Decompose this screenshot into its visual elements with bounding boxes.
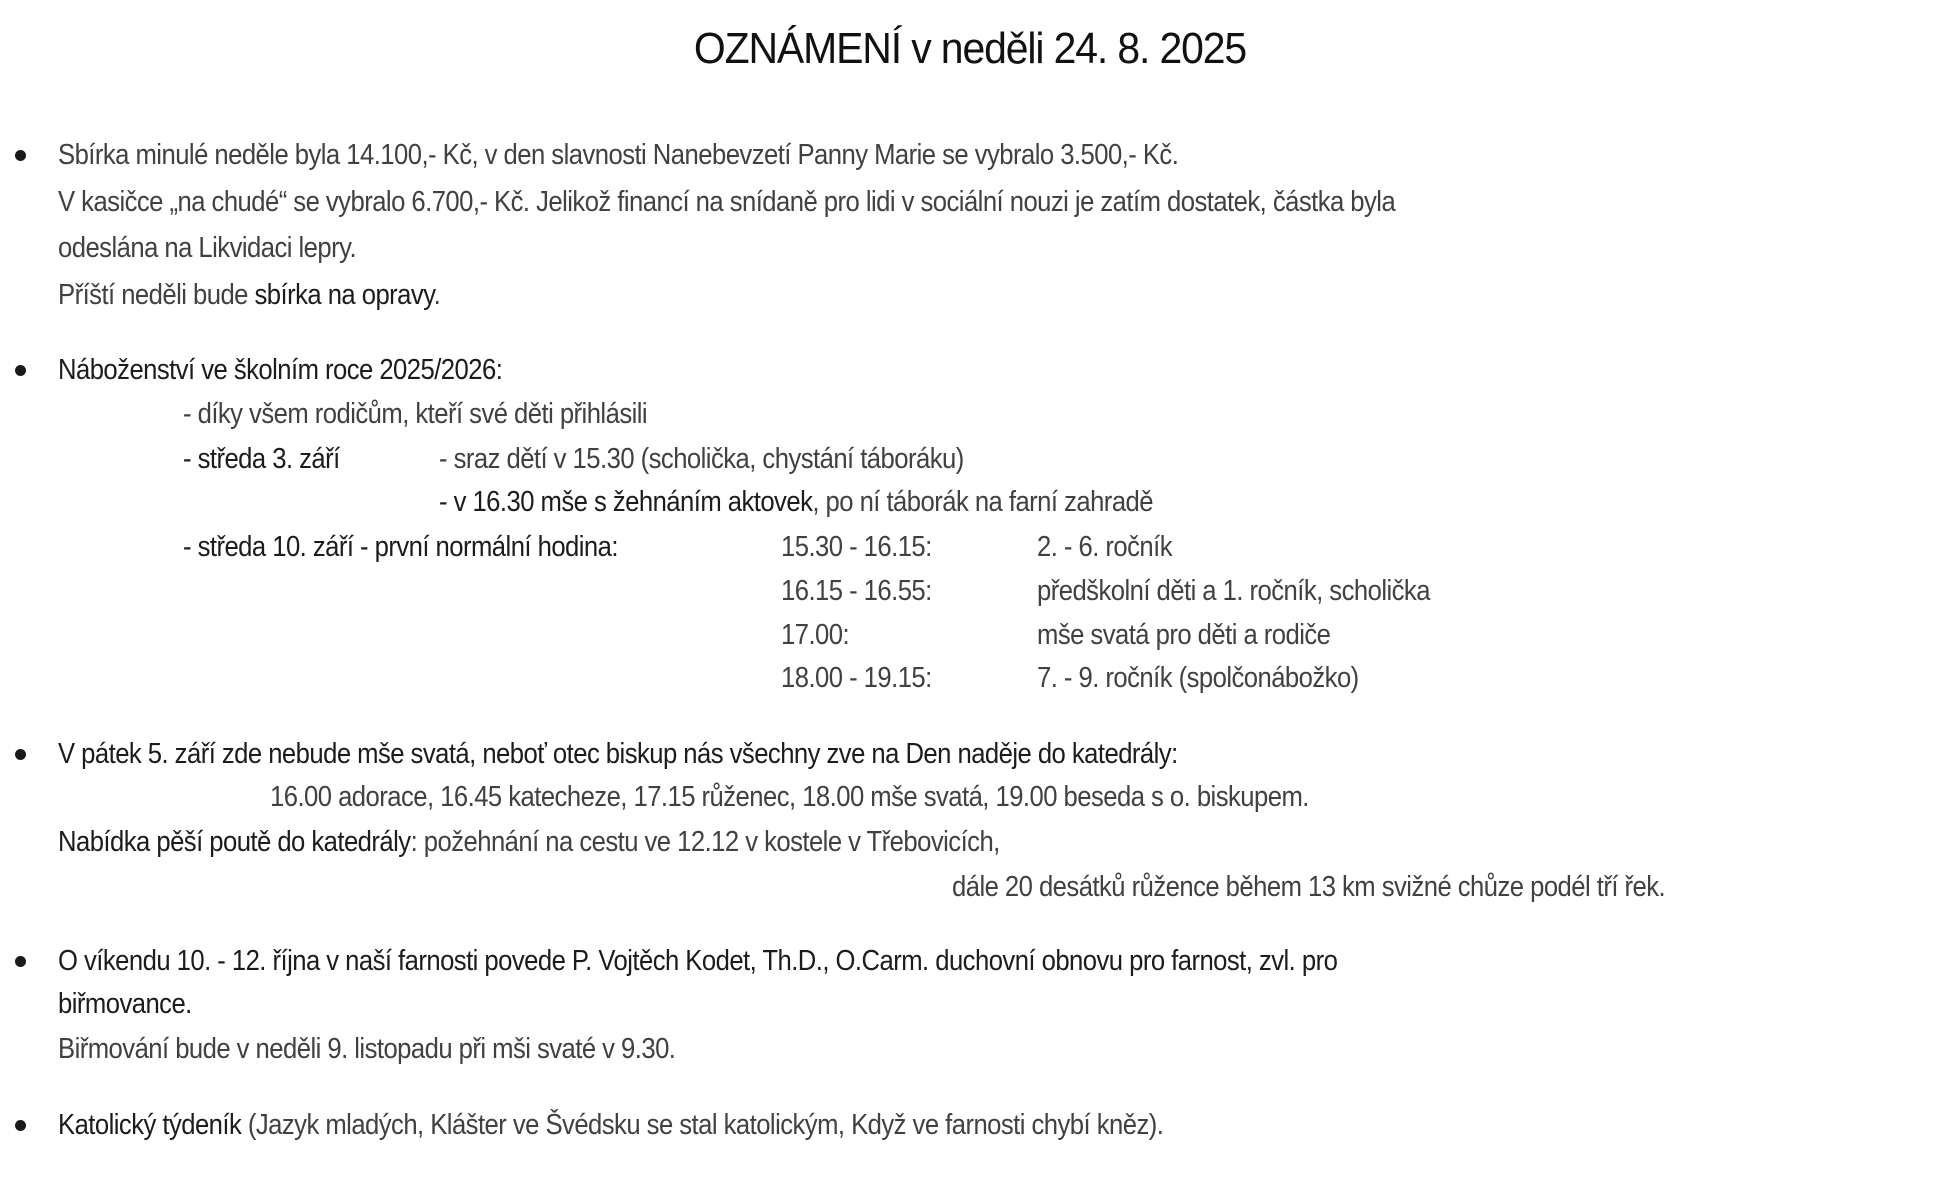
bullet-icon [15, 1120, 26, 1131]
next-collection-emphasis: sbírka na opravy [254, 279, 434, 311]
schedule-time: 17.00: [781, 619, 850, 651]
pilgrimage-continuation: dále 20 desátků růžence během 13 km svižné chůze podél tří řek. [952, 871, 1666, 903]
bullet-icon [15, 749, 26, 760]
den-nadeje-program: 16.00 adorace, 16.45 katecheze, 17.15 růženec, 18.00 mše svatá, 19.00 beseda s o. biskupem. [270, 781, 1309, 813]
sbirka-line-3: odeslána na Likvidaci lepry. [58, 232, 357, 264]
schedule-group: mše svatá pro děti a rodiče [1037, 619, 1331, 651]
schedule-group: předškolní děti a 1. ročník, scholička [1037, 575, 1430, 607]
den-nadeje-heading: V pátek 5. září zde nebude mše svatá, neboť otec biskup nás všechny zve na Den naděje do katedrály: [58, 738, 1178, 770]
schedule-time: 15.30 - 16.15: [781, 531, 932, 563]
bullet-icon [15, 956, 26, 967]
page-title: OZNÁMENÍ v neděli 24. 8. 2025 [693, 24, 1247, 73]
schedule-group: 2. - 6. ročník [1037, 531, 1172, 563]
nabozenstvi-heading: Náboženství ve školním roce 2025/2026: [58, 354, 503, 386]
pilgrimage-rest: : požehnání na cestu ve 12.12 v kostele v Třebovicích, [410, 826, 1000, 858]
schedule-time: 18.00 - 19.15: [781, 662, 932, 694]
sbirka-line-4 [58, 275, 440, 315]
nabozenstvi-thanks: - díky všem rodičům, kteří své děti přihlásili [183, 398, 648, 430]
sbirka-line-2: V kasičce „na chudé“ se vybralo 6.700,- Kč. Jelikož financí na snídaně pro lidi v sociální nouzi je zatím dostatek, částka byla [58, 186, 1396, 218]
day2-label: - středa 10. září - první normální hodina: [183, 531, 618, 563]
tydenik-rest: (Jazyk mladých, Klášter ve Švédsku se stal katolickým, Když ve farnosti chybí kněz). [241, 1109, 1164, 1141]
day1-label: - středa 3. září [183, 443, 340, 475]
obnova-heading-line-1: O víkendu 10. - 12. října v naší farnosti povede P. Vojtěch Kodet, Th.D., O.Carm. duchovní obnovu pro farnost, zvl. pro [58, 945, 1338, 977]
tydenik-line [58, 1105, 1163, 1145]
confirmation-info: Biřmování bude v neděli 9. listopadu při mši svaté v 9.30. [58, 1033, 676, 1065]
schedule-time: 16.15 - 16.55: [781, 575, 932, 607]
pilgrimage-emphasis: Nabídka pěší poutě do katedrály [58, 826, 411, 858]
bullet-icon [15, 150, 26, 161]
next-sunday-text: Příští neděli bude [58, 279, 255, 311]
schedule-group: 7. - 9. ročník (spolčonábožko) [1037, 662, 1359, 694]
day1-item-2 [439, 482, 1153, 522]
sbirka-line-1: Sbírka minulé neděle byla 14.100,- Kč, v den slavnosti Nanebevzetí Panny Marie se vybralo 3.500,- Kč. [58, 139, 1179, 171]
bullet-icon [15, 365, 26, 376]
period: . [433, 279, 441, 311]
day1-item-2-rest: , po ní táborák na farní zahradě [812, 486, 1153, 518]
tydenik-emphasis: Katolický týdeník [58, 1109, 242, 1141]
day1-item-1: - sraz dětí v 15.30 (scholička, chystání táboráku) [439, 443, 964, 475]
obnova-heading-line-2: biřmovance. [58, 988, 192, 1020]
day1-item-2-emphasis: - v 16.30 mše s žehnáním aktovek [439, 486, 813, 518]
pilgrimage-line [58, 822, 1000, 862]
